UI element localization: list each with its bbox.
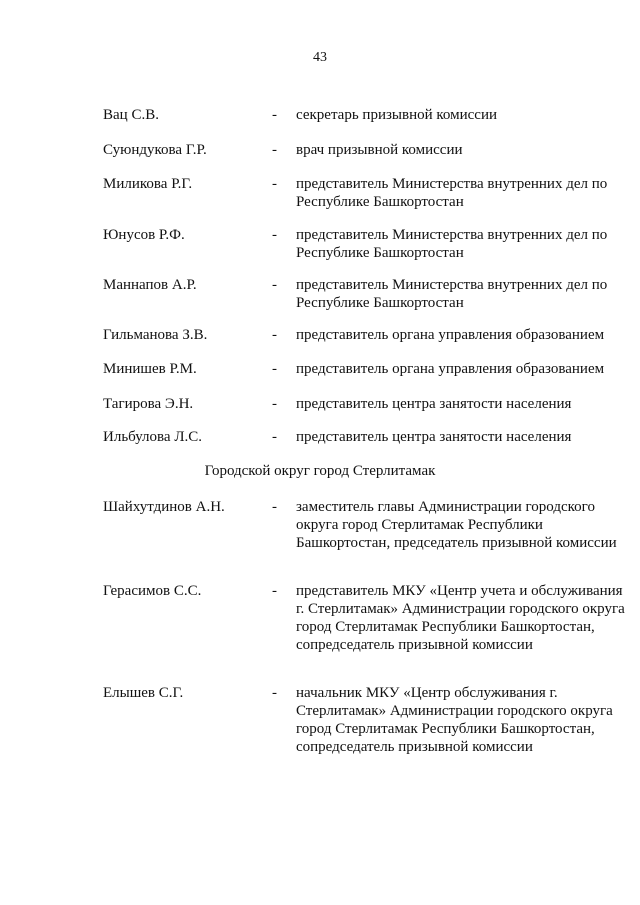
member-name: Вац С.В. (103, 107, 159, 123)
page-number: 43 (313, 50, 327, 65)
dash-separator: - (272, 429, 277, 445)
member-role: представитель центра занятости населения (296, 429, 572, 445)
member-name: Суюндукова Г.Р. (103, 142, 207, 158)
member-name: Миликова Р.Г. (103, 176, 193, 192)
member-role: начальник МКУ «Центр обслуживания г. Стерлитамак» Администрации городского округа город Стерлитамак Республики Башкортостан, сопредседатель призывной комиссии (296, 685, 613, 755)
member-role: секретарь призывной комиссии (296, 107, 498, 123)
dash-separator: - (272, 327, 277, 343)
member-name: Тагирова Э.Н. (103, 396, 194, 412)
dash-separator: - (272, 176, 277, 192)
dash-separator: - (272, 685, 277, 701)
member-role: представитель Министерства внутренних дел по Республике Башкортостан (296, 176, 608, 210)
member-name: Герасимов С.С. (103, 583, 202, 599)
member-role: представитель центра занятости населения (296, 396, 572, 412)
member-role: представитель Министерства внутренних дел по Республике Башкортостан (296, 227, 608, 261)
dash-separator: - (272, 277, 277, 293)
member-name: Гильманова З.В. (103, 327, 208, 343)
dash-separator: - (272, 396, 277, 412)
dash-separator: - (272, 499, 277, 515)
dash-separator: - (272, 583, 277, 599)
member-role: представитель органа управления образованием (296, 361, 605, 377)
dash-separator: - (272, 361, 277, 377)
member-role: представитель органа управления образованием (296, 327, 605, 343)
member-role: заместитель главы Администрации городского округа город Стерлитамак Республики Башкортостан, председатель призывной комиссии (296, 499, 617, 551)
member-role: представитель Министерства внутренних дел по Республике Башкортостан (296, 277, 608, 311)
member-name: Минишев Р.М. (103, 361, 197, 377)
member-name: Елышев С.Г. (103, 685, 184, 701)
member-role: врач призывной комиссии (296, 142, 463, 158)
member-name: Ильбулова Л.С. (103, 429, 203, 445)
member-name: Юнусов Р.Ф. (103, 227, 185, 243)
dash-separator: - (272, 142, 277, 158)
section-heading: Городской округ город Стерлитамак (204, 463, 436, 479)
dash-separator: - (272, 107, 277, 123)
dash-separator: - (272, 227, 277, 243)
member-name: Шайхутдинов А.Н. (103, 499, 225, 515)
member-role: представитель МКУ «Центр учета и обслуживания г. Стерлитамак» Администрации городского округа город Стерлитамак Республики Башкортостан, сопредседатель призывной комиссии (296, 583, 625, 653)
member-name: Маннапов А.Р. (103, 277, 197, 293)
